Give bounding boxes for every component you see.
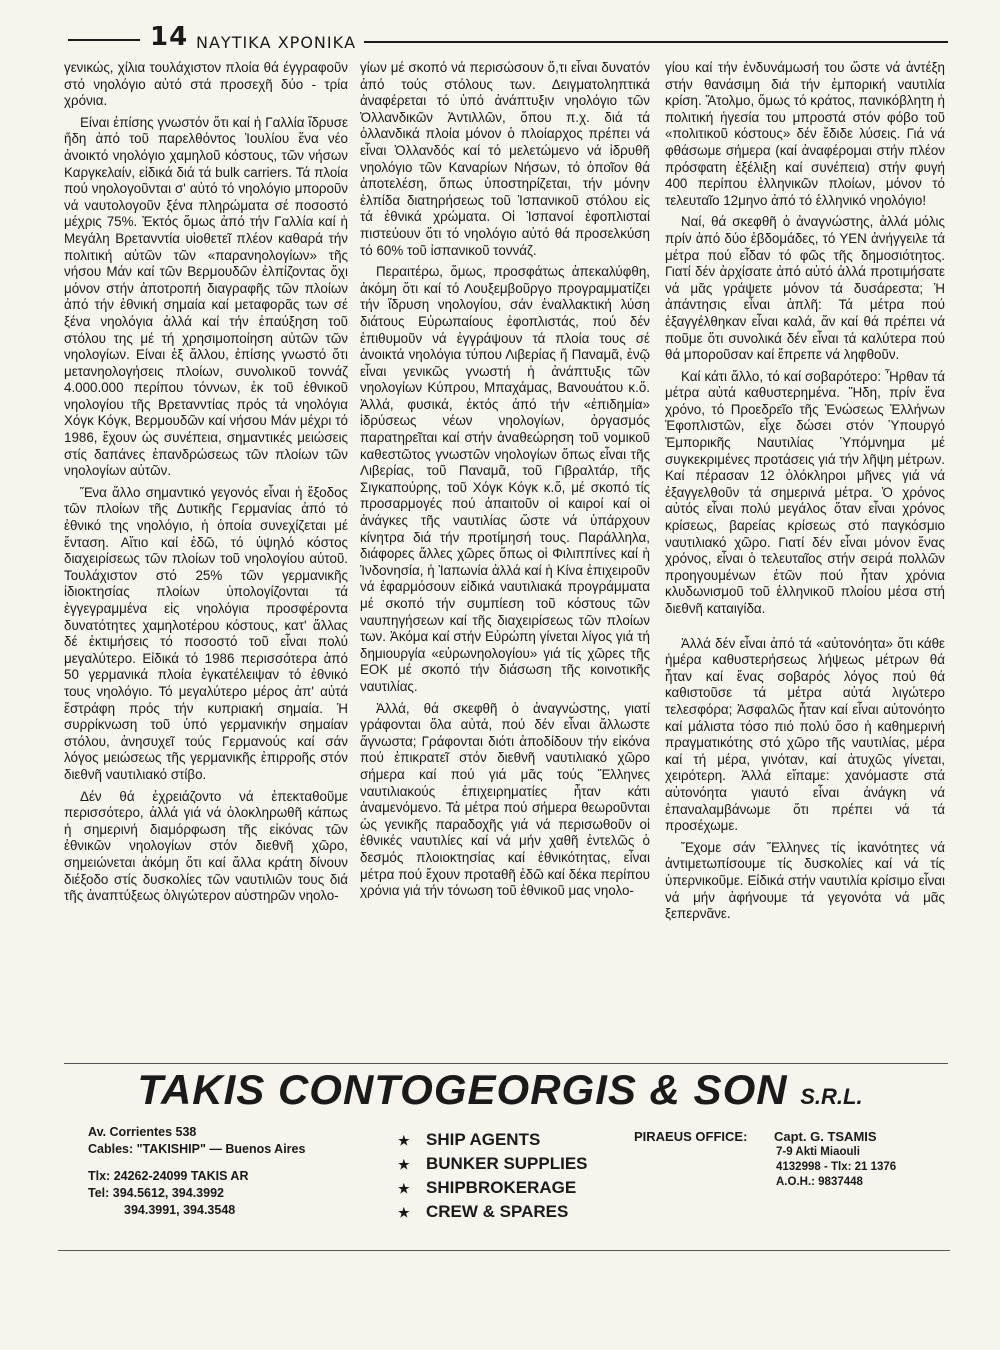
office-address: 7-9 Akti Miaouli xyxy=(776,1146,860,1158)
office-contact: Capt. G. TSAMIS xyxy=(774,1129,877,1144)
divider xyxy=(58,1250,950,1251)
header-rule-left xyxy=(68,39,140,41)
office-after-hours: A.O.H.: 9837448 xyxy=(776,1176,863,1188)
paragraph: Ἀλλά, θά σκεφθῆ ὁ ἀναγνώστης, γιατί γράφονται ὅλα αὐτά, πού δέν εἶναι ἄλλωστε ἄγνωστα; Γράφονται διότι ἀποδίδουν τήν εἰκόνα πού ἐπικρατεῖ στόν διεθνῆ ναυτιλιακό χῶρο σήμερα καί πού γιά μᾶς τούς Ἕλληνες ναυτιλιακούς ἐπιχειρηματίες ἦταν κάτι ἀναμενόμενο. Τά μέτρα πού σήμερα θεωροῦνται ὡς γενικῆς παραδοχῆς γιά νά περισωθοῦν οἱ ἐθνικές ναυτιλίες καί νά μήν χαθῆ ἐντελῶς ὁ δεσμός πλοιοκτησίας καί ἐθνικότητας, εἶναι μέτρα πού ἔχουν προταθῆ ἐδῶ καί δέκα περίπου χρόνια γιά τήν τόνωση τοῦ ἐθνικοῦ μας νηολο- xyxy=(360,700,650,899)
ad-contact-block xyxy=(88,1124,388,1219)
company-name: TAKIS CONTOGEORGIS & SON xyxy=(137,1066,788,1113)
paragraph: γενικώς, χίλια τουλάχιστον πλοία θά έγγραφοῦν στό νηολόγιο αὐτό στά προσεχῆ δύο - τρία χρόνια. xyxy=(64,60,348,109)
publication-name: ΝΑΥΤΙΚΑ ΧΡΟΝΙΚΑ xyxy=(196,33,357,52)
cables-line: Cables: "TAKISHIP" — Buenos Aires xyxy=(88,1142,306,1156)
list-item: ★ CREW & SPARES xyxy=(398,1200,628,1224)
ad-piraeus-office xyxy=(634,1128,954,1190)
paragraph: Ἀλλά δέν εἶναι ἀπό τά «αὐτονόητα» ὅτι κάθε ἡμέρα καθυστερήσεως λήψεως μέτρων θά ἦταν καί ἕνας σοβαρός λόγος πού θά καθιστοῦσε τά μέτρα αὐτά λιγώτερο τελεσφόρα; Ἀσφαλῶς ἦταν καί εἶναι αὐτονόητο καί μάλιστα τόσο πιό πολύ ὅσο ἡ καθημερινή πραγματικότης στό χῶρο τῆς ναυτιλίας, μέρα καί τή μέρα, γινόταν, καί ἀτυχῶς γίνεται, χειρότερη. Ἀλλά εἴπαμε: χανόμαστε στά αὐτονόητα γιαυτό εἶναι ἀνάγκη νά ἐπαναλαμβάνωμε ὅτι πρέπει νά τά προσέχωμε. xyxy=(665,635,945,834)
address-line: Av. Corrientes 538 xyxy=(88,1125,197,1139)
list-item: ★ SHIPBROKERAGE xyxy=(398,1176,628,1200)
page-header xyxy=(68,22,948,56)
star-icon: ★ xyxy=(398,1181,410,1196)
article-column-2 xyxy=(360,60,650,1060)
paragraph: Δέν θά ἐχρειάζοντο νά ἐπεκταθοῦμε περισσότερο, ἀλλά γιά νά ὁλοκληρωθῆ κάπως ἡ σημερινή διαμόρφωση τῆς εἰκόνας τῶν ἐθνικῶν νηολογίων στόν διεθνῆ χῶρο, σημειώνεται ἀκόμη ὅτι καί ἄλλα κράτη δίνουν διέξοδο στίς δυσκολίες τῶν ναυτιλιῶν τους διά τῆς ἀναπτύξεως ὀλιγώτερον αὐστηρῶν νηολο- xyxy=(64,788,348,904)
star-icon: ★ xyxy=(398,1133,410,1148)
paragraph: Ἕνα ἄλλο σημαντικό γεγονός εἶναι ἡ ἔξοδος τῶν πλοίων τῆς Δυτικῆς Γερμανίας ἀπό τό ἐθνικό της νηολόγιο, ἡ ὁποία συνεχίζεται μέ ἔνταση. Αἴτιο καί ἐδῶ, τό ὑψηλό κόστος διαχειρίσεως τῶν πλοίων τοῦ νηολογίου αὐτοῦ. Τουλάχιστον στό 25% τῶν γερμανικῆς ἰδιοκτησίας πλοίων ὑπολογίζονται τά ἐγγεγραμμένα εἰς νηολόγια προσφέροντα δυνατότητες χαμηλοτέρου κόστους, κατ' ἄλλας δέ ἐκτιμήσεις τό ποσοστό τοῦ εἶναι πολύ μεγαλύτερο. Εἰδικά τό 1986 περισσότερα ἀπό 50 γερμανικά πλοία ἐγκατέλειψαν τό ἐθνικό τους νηολόγιο. Τό μεγαλύτερο μέρος ἀπ' αὐτά ἔστράφη πρός τήν κυπριακή σημαία. Ἡ συρρίκνωση τοῦ ὑπό γερμανικήν σημαίαν στόλου, ἀνησυχεῖ τούς Γερμανούς καί σάν λόγος μειώσεως τῆς γερμανικῆς ἐπιρροῆς στόν διεθνῆ ναυτιλιακό στίβο. xyxy=(64,484,348,782)
divider xyxy=(64,1063,948,1064)
star-icon: ★ xyxy=(398,1157,410,1172)
star-icon: ★ xyxy=(398,1205,410,1220)
article-column-3 xyxy=(665,60,945,1060)
paragraph: Περαιτέρω, ὅμως, προσφάτως ἀπεκαλύφθη, ἀκόμη ὅτι καί τό Λουξεμβοῦργο προγραμματίζει τήν ἵδρυση νηολογίου, σάν ἐναλλακτική λύση διάτους Εὐρωπαίους ἐφοπλιστάς, πού δέν ἐπιθυμοῦν νά ἐγγράψουν τά πλοία τους σέ ἀνοικτά νηολόγια τύπου Λιβερίας ἤ Παναμᾶ, ἐνῷ εἶναι γενικῶς γνωστή ἡ ἀνάπτυξις τῶν νηολογίων Κύπρου, Μπαχάμας, Βανουάτου κ.ὅ. Ἀλλά, φυσικά, ἐκτός ἀπό τήν «ἐπιδημία» ἱδρύσεως νέων νηολογίων, ὀργασμός παρατηρεῖται καί στήν ἀναθεώρηση τοῦ νομικοῦ καθεστῶτος γνωστῶν νηολογίων ὅπως εἶναι τῆς Λιβερίας, τοῦ Παναμᾶ, τοῦ Γιβραλτάρ, τῆς Σιγκαπούρης, τοῦ Χόγκ Κόγκ κ.ὅ, μέ σκοπό τίς προσαρμογές πού ἀπαιτοῦν οἱ καιροί καί οἱ ἀνάγκες τῆς ναυτιλίας ὥστε νά ὑπάρχουν κίνητρα διά τήν προτίμησή τους. Παράλληλα, διάφορες ἄλλες χῶρες ὅπως οἱ Φιλιππίνες καί ἡ Ἰνδονησία, ἡ Ἰαπωνία ἀλλά καί ἡ Κίνα ἐπιχειροῦν νά ἐφαρμόσουν εἰδικά ναυτιλιακά προγράμματα μέ σκοπό τήν συμπίεση τοῦ κόστους τῶν ναυπηγήσεων καί τῆς διαχειρίσεως τῶν πλοίων των. Ἀκόμα καί στήν Εὐρώπη γίνεται λίγος γιά τή δημιουργία «εὐρωνηολογίου» γιά τίς χῶρες τῆς ΕΟΚ μέ σκοπό τήν διάσωση τῆς κοινοτικῆς ναυτιλίας. xyxy=(360,264,650,694)
list-item: ★ SHIP AGENTS xyxy=(398,1128,628,1152)
office-phone: 4132998 - Tlx: 21 1376 xyxy=(776,1161,897,1173)
paragraph: γίου καί τήν ἐνδυνάμωσή του ὥστε νά ἀντέξη στήν θανάσιμη διά τήν ἐμπορική ναυτιλία κρίση. Ἄτολμο, ὅμως τό κράτος, πανικόβλητη ἡ πολιτική ἡγεσία του μπροστά στόν φόβο τοῦ «πολιτικοῦ κόστους» δέν ἔδιδε λύσεις. Γιά νά φθάσωμε σήμερα (καί ἀναφέρομαι στήν πλέον πρόσφατη ἐξέλιξη καί συνέπεια) στήν φυγή 400 περίπου ἑλληνικῶν πλοίων, μόνον τό τελευταῖο 12μηνο ἀπό τό ἑλληνικό νηολόγιο! xyxy=(665,60,945,208)
telephone-line: Tel: 394.5612, 394.3992 xyxy=(88,1186,224,1200)
telex-line: Tlx: 24262-24099 TAKIS AR xyxy=(88,1169,249,1183)
company-suffix: S.R.L. xyxy=(800,1084,863,1109)
list-item: ★ BUNKER SUPPLIES xyxy=(398,1152,628,1176)
page-number: 14 xyxy=(150,22,189,52)
office-label: PIRAEUS OFFICE: xyxy=(634,1129,748,1144)
ad-services-list xyxy=(398,1128,628,1224)
ad-company-name xyxy=(0,1066,1000,1114)
paragraph: Καί κάτι ἄλλο, τό καί σοβαρότερο: Ἦρθαν τά μέτρα αὐτά καθυστερημένα. Ἤδη, πρίν ἕνα χρόνο, τό Προεδρεῖο τῆς Ἑνώσεως Ἑλλήνων Ἐφοπλιστῶν, εἶχε δώσει στόν Ὑπουργό Ἐμπορικῆς Ναυτιλίας Ὑπόμνημα μέ συγκεκριμένες προτάσεις γιά τήν λῆψη μέτρων. Καί πέρασαν 12 ὁλόκληροι μῆνες γιά νά ἐξαγγελθοῦν τά σημερινά μέτρα. Ὁ χρόνος αὐτός εἶναι πολύ μεγάλος ὅταν εἶναι χρόνος κρίσεως, βαρείας κρίσεως στό παγκόσμιο ναυτιλιακό χῶρο. Γιατί δέν εἶναι μόνον ἕνας χρόνος, εἶναι ὁ τελευταῖος στήν σειρά πολλῶν προηγουμένων ἐτῶν πού ἦταν χρόνια κλυδωνισμοῦ τοῦ ἑλληνικοῦ πλοίου μέσα στή διεθνῆ καταιγίδα. xyxy=(665,368,945,616)
paragraph: Είναι ἐπίσης γνωστόν ὅτι καί ἡ Γαλλία ἵδρυσε ἤδη ἀπό τοῦ παρελθόντος Ἰουλίου ἕνα νέο ἀνοικτό νηολόγιο χαμηλοῦ κόστους, τῶν νήσων Καργκελαίν, εἰδικά διά τά bulk carriers. Τά πλοία πού νηολογοῦνται σ' αὐτό τό νηολόγιο μποροῦν νά ναυτολογοῦν ξένα πληρώματα σέ ποσοστό μέχρις 75%. Ἐκτός ὅμως ἀπό τήν Γαλλία καί ἡ Μεγάλη Βρετανντία υἱοθετεῖ πλέον καθαρά τήν πολιτική αὐτῶν τῶν «παρανηολογίων» τῆς νήσου Μάν καί τῶν Βερμουδῶν ἐλπίζοντας ὄχι μόνον στήν ἀποτροπή διαγραφῆς τῶν πλοίων ἀπό τήν ἐθνική σημαία καί μεταφορᾶς των σέ ξένα νηολόγια ἀλλά καί τήν ἐπαύξηση τοῦ στόλου της μέ τή χρησιμοποίηση αὐτῶν τῶν νηολογίων. Είναι ἐξ ἄλλου, ἐπίσης γνωστό ὅτι μετανηολογήσεις πλοίων, συνολικοῦ τοννάζ 4.000.000 περίπου τόννων, ἐκ τοῦ ἐθνικοῦ νηολογίου τῆς Βρετανντίας πρός τά νηολόγια Χόγκ Κόγκ, Βερμουδῶν καί νήσου Μάν μέχρι τό 1986, ἔχουν ὡς συνέπεια, σημαντικές μειώσεις στίς δαπάνες ἐπανδρώσεως τῶν πλοίων τῶν νηολογίων αὐτῶν. xyxy=(64,114,348,479)
paragraph: Ἔχομε σάν Ἕλληνες τίς ἱκανότητες νά ἀντιμετωπίσουμε τίς δυσκολίες καί νά τίς ὑπερνικοῦμε. Εἰδικά στήν ναυτιλία κρίσιμο εἶναι νά μήν ἀφήνουμε τά γεγονότα νά μᾶς ξεπερνᾶνε. xyxy=(665,839,945,922)
article-column-1 xyxy=(64,60,348,1060)
header-rule-right xyxy=(364,41,948,43)
paragraph: γίων μέ σκοπό νά περισώσουν ὅ,τι εἶναι δυνατόν ἀπό τούς στόλους των. Δειγματοληπτικά ἀναφέρεται τό ὑπό ἀνάπτυξιν νηολόγιο τῶν Ὀλλανδικῶν Ἀντιλλῶν, ὅπου π.χ. διά τά ὀλλανδικά πλοία μόνον ὁ πλοίαρχος πρέπει νά εἶναι Ὀλλανδός καί τό μελετώμενο νά ἱδρυθῆ νηολόγιο τῶν Καναρίων Νήσων, τό ὁποῖον θά ἀποτελέση, ὅπως ὑποστηρίζεται, τήν μόνην ἐλπίδα διατηρήσεως τοῦ Ἰσπανικοῦ στόλου εἰς τά ἐθνικά χρώματα. Οἱ Ἰσπανοί ἐφοπλισταί πιστεύουν ὅτι τό νηολόγιο αὐτό θά προσελκύση τό 60% τοῦ ἰσπανικοῦ τοννάζ. xyxy=(360,60,650,258)
paragraph: Ναί, θά σκεφθῆ ὁ ἀναγνώστης, ἀλλά μόλις πρίν ἀπό δύο ἑβδομάδες, τό ΥΕΝ ἀνήγγειλε τά μέτρα πού εἶδαν τό φῶς τῆς δημοσιότητος. Γιατί δέν ἀρχίσατε ἀπό αὐτό ἀλλά προτιμήσατε νά μᾶς γράψετε μόνον τά δυσάρεστα; Ἡ ἀπάντησις εἶναι ἁπλῆ: Τά μέτρα πού ἐξαγγέλθηκαν εἶναι καλά, ἄν καί θά πρέπει νά ποῦμε ὅτι συνολικά δέν εἶναι τά καλύτερα πού θά μποροῦσαν καί ἔπρεπε νά ληφθοῦν. xyxy=(665,214,945,363)
telephone-line-2: 394.3991, 394.3548 xyxy=(124,1203,236,1217)
